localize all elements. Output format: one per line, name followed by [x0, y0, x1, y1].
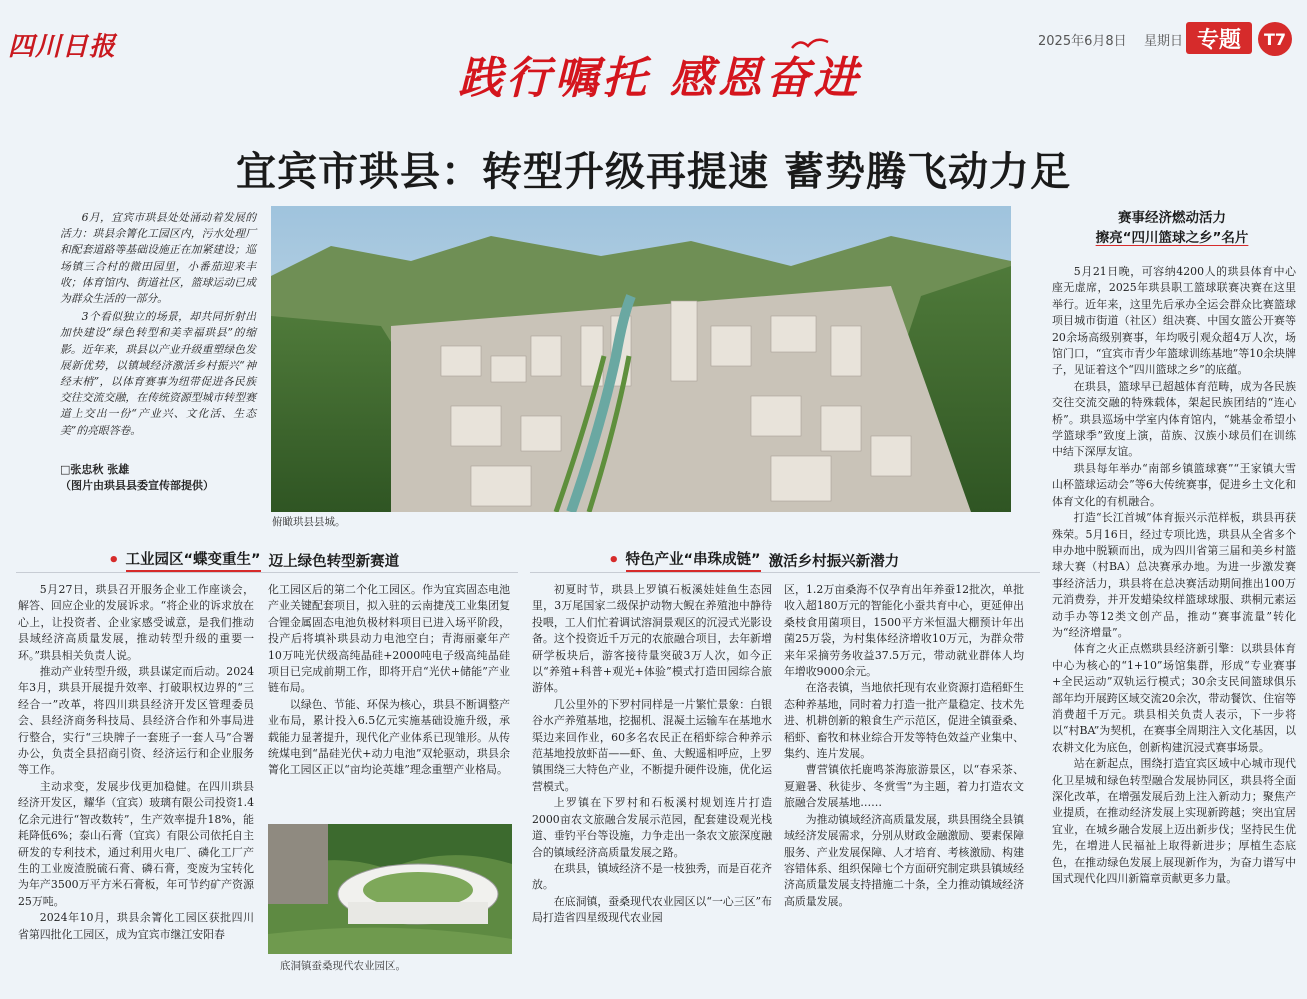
article-paragraph: 在珙县，篮球早已超越体育范畴，成为各民族交往交流交融的特殊载体，架起民族团结的“连心桥”。珙县巡场中学室内体育馆内，“姚基金希望小学篮球季”致度上演，苗族、汉族小球员们在训练中结下深厚友谊。: [1052, 379, 1296, 459]
section1-heading: [108, 548, 399, 573]
right-heading-line1: 赛事经济燃动活力: [1118, 210, 1226, 226]
bullet-icon: •: [608, 550, 620, 571]
section2-column2: [784, 582, 1024, 996]
article-paragraph: 主动求变，发展步伐更加稳健。在四川珙县经济开发区，耀华（宜宾）玻璃有限公司投资1.4亿余元进行“智改数转”，生产效率提升18%，能耗降低6%；泰山石膏（宜宾）有限公司依托自主研发的专利技术，通过利用火电厂、磷化工厂产生的工业废渣脱硫石膏、磷石膏，变废为宝转化为年产3500万平方米石膏板，年可节约矿产资源25万吨。: [18, 779, 254, 908]
sericulture-park-photo: [268, 824, 512, 954]
issue-date: 2025年6月8日: [1038, 34, 1127, 49]
article-paragraph: 5月27日，珙县召开服务企业工作座谈会，解答、回应企业的发展诉求。“将企业的诉求放在心上，让投资者、企业家感受诚意，是我们推动县域经济高质量发展，推动转型升级的重要一环。”珙县相关负责人说。: [18, 583, 254, 662]
article-paragraph: 几公里外的下罗村同样是一片繁忙景象：白银谷水产养殖基地，挖掘机、混凝土运输车在基地水渠边来回作业，60多名农民正在稻虾综合种养示范基地投放虾苗——虾、鱼、大鲵遥相呼应，上罗镇围绕三大特色产业，不断提升硬件设施，优化运营模式。: [532, 697, 772, 793]
article-paragraph: 5月21日晚，可容纳4200人的珙县体育中心座无虚席，2025年珙县职工篮球联赛决赛在这里举行。近年来，这里先后承办全运会群众比赛篮球项目城市街道（社区）组决赛、中国女篮公开赛等20余场高级别赛事，年均吸引观众超4万人次，场馆门口，“宜宾市青少年篮球训练基地”等10余块牌子，见证着这个“四川篮球之乡”的底蕴。: [1052, 265, 1296, 377]
article-paragraph: 化工园区后的第二个化工园区。作为宜宾固态电池产业关键配套项目，拟入驻的云南捷茂工业集团复合锂金属固态电池负极材料项目已进入场平阶段，投产后将填补珙县动力电池空白；青海丽豪年产10万吨光伏级高纯晶硅+2000吨电子级高纯晶硅项目已完成前期工作，即将开启“光伏+储能”产业链布局。: [268, 583, 510, 695]
article-paragraph: 2024年10月，珙县余箐化工园区获批四川省第四批化工园区，成为宜宾市继江安阳春: [18, 911, 254, 941]
section-badge: 专题: [1186, 22, 1252, 54]
article-paragraph: 上罗镇在下罗村和石板溪村规划连片打造2000亩农文旅融合发展示范园，配套建设观光栈道、垂钓平台等设施，力争走出一条农文旅深度融合的镇域经济高质量发展之路。: [532, 796, 772, 859]
article-paragraph: 打造“长江首城”体育振兴示范样板，珙县再获殊荣。5月16日，经过专项比选，珙县从全省多个申办地中脱颖而出，成为四川省第三届和美乡村篮球大赛（村BA）总决赛承办地。为进一步激发赛事经济活力，珙县将在总决赛活动期间推出100万元消费券，并开发蜡染纹样篮球球服、珙桐元素运动手办等12类文创产品，推动“赛事流量”转化为“经济增量”。: [1052, 511, 1296, 639]
article-paragraph: 在底洞镇，蚕桑现代农业园区以“一心三区”布局打造省四星级现代农业园: [532, 894, 772, 925]
section1-title-a: 工业园区“蝶变重生”: [126, 548, 261, 573]
issue-weekday: 星期日: [1144, 34, 1184, 49]
bird-icon: [790, 34, 830, 54]
article-paragraph: 在洛表镇，当地依托现有农业资源打造稻虾生态种养基地，同时着力打造一批产量稳定、技术先进、机耕创新的粮食生产示范区，促进全镇蚕桑、稻虾、畜牧和林业综合开发等特色效益产业集中、集约、连片发展。: [784, 681, 1024, 761]
article-paragraph: 站在新起点，围绕打造宜宾区域中心城市现代化卫星城和绿色转型融合发展协同区，珙县将全面深化改革，在增强发展后劲上注入新动力；聚焦产业提质，在推动经济发展上实现新跨越；突出宜居宜业，在城乡融合发展上迈出新步伐；坚持民生优先，在增进人民福祉上取得新进步；厚植生态底色，在推动绿色发展上展现新作为，为奋力谱写中国式现代化四川新篇章贡献更多力量。: [1052, 757, 1296, 886]
intro-lead: [60, 210, 256, 441]
photo-credit: （图片由珙县县委宣传部提供）: [60, 479, 214, 492]
page-headline: 宜宾市珙县：转型升级再提速 蓄势腾飞动力足: [236, 149, 1071, 195]
intro-paragraph: 6月，宜宾市珙县处处涌动着发展的活力：珙县余箐化工园区内，污水处理厂和配套道路等基础设施正在加紧建设；巡场镇三合村的微田园里，小番茄迎来丰收；体育馆内、街道社区，篮球运动已成为群众生活的一部分。: [60, 211, 256, 306]
right-article-body: [1052, 264, 1296, 994]
page-number-badge: T7: [1258, 22, 1292, 56]
section2-column1: [532, 582, 772, 996]
article-paragraph: 为推动镇域经济高质量发展，珙县围绕全县镇域经济发展需求，分别从财政金融激励、要素保障服务、产业发展保障、人才培育、考核激励、构建容错体系、组织保障七个方面研究制定珙县镇域经济高质量发展支持措施二十条，全力推动镇域经济高质量发展。: [784, 812, 1024, 908]
section1-column1: [18, 582, 254, 996]
slogan-calligraphy: 践行嘱托 感恩奋进: [458, 53, 862, 104]
author-names: □张忠秋 张雄: [60, 463, 130, 476]
intro-paragraph: 3个看似独立的场景，却共同折射出加快建设“绿色转型和美幸福珙县”的缩影。近年来，珙县以产业升级重塑绿色发展新优势，以镇域经济激活乡村振兴“神经末梢”，以体育赛事为纽带促进各民族交往交流交融，在传统资源型城市转型赛道上交出一份“产业兴、文化活、生态美”的亮眼答卷。: [60, 310, 256, 437]
article-paragraph: 在珙县，镇域经济不是一枝独秀，而是百花齐放。: [532, 861, 772, 892]
section2-title-a: 特色产业“串珠成链”: [626, 548, 761, 573]
section1-divider: [16, 572, 518, 573]
right-heading-line2: 擦亮“四川篮球之乡”名片: [1095, 230, 1249, 246]
masthead-logo: 四川日报: [8, 32, 117, 62]
article-paragraph: 以绿色、节能、环保为核心，珙县不断调整产业布局，累计投入6.5亿元实施基础设施升级，承载能力显著提升，现代化产业体系已现雏形。从传统煤电到“晶硅光伏+动力电池”双轮驱动，珙县余箐化工园区正以“亩均论英雄”理念重塑产业格局。: [268, 697, 510, 777]
article-paragraph: 珙县每年举办“南部乡镇篮球赛”“王家镇大雪山杯篮球运动会”等6大传统赛事，促进乡土文化和体育文化的有机融合。: [1052, 461, 1296, 508]
section2-heading: [608, 548, 899, 573]
small-photo-caption: 底洞镇蚕桑现代农业园区。: [280, 960, 406, 972]
section2-divider: [530, 572, 1040, 573]
bullet-icon: •: [108, 550, 120, 571]
byline: [60, 462, 214, 494]
article-paragraph: 曹营镇依托鹿鸣茶海旅游景区，以“春采茶、夏避暑、秋徒步、冬赏雪”为主题，着力打造农文旅融合发展基地……: [784, 763, 1024, 810]
article-paragraph: 初夏时节，珙县上罗镇石板溪娃娃鱼生态园里，3万尾国家二级保护动物大鲵在养殖池中静待投喂，工人们忙着调试溶洞景观区的沉浸式光影设备。这个投资近千万元的农旅融合项目，去年新增研学板块后，游客接待量突破3万人次，如今正以“养殖+科普+观光+体验”模式打造田园综合旅游体。: [532, 583, 772, 695]
article-paragraph: 推动产业转型升级，珙县谋定而后动。2024年3月，珙县开展提升效率、打破职权边界的“三经合一”改革，将四川珙县经济开发区管理委员会、县经济商务科技局、县经济合作和外事局进行整合，实行“三块牌子一套班子一套人马”合署办公，负责全县招商引资、经济运行和企业服务等工作。: [18, 665, 254, 777]
main-photo-caption: 俯瞰珙县县城。: [272, 516, 346, 528]
section1-column2: [268, 582, 510, 812]
main-aerial-photo: [271, 206, 1011, 512]
right-section-heading: [1050, 208, 1294, 248]
article-paragraph: 区，1.2万亩桑海不仅孕育出年养蚕12批次，单批收入超180万元的智能化小蚕共育中心，更延伸出桑枝食用菌项目，1500平方米恒温大棚预计年出菌25万袋，为村集体经济增收10万元，为群众带来年采摘劳务收益37.5万元，带动就业群体人均年增收9000余元。: [784, 583, 1024, 679]
section1-title-b: 迈上绿色转型新赛道: [268, 554, 400, 570]
section2-title-b: 激活乡村振兴新潜力: [768, 554, 900, 570]
article-paragraph: 体育之火正点燃珙县经济新引擎：以珙县体育中心为核心的“1+10”场馆集群，形成“专业赛事+全民运动”双轨运行模式；30余支民间篮球俱乐部年均开展跨区域交流20余次，带动餐饮、住宿等消费超千万元。珙县相关负责人表示，下一步将以“村BA”为契机，在赛事全周期注入文化基因，以农耕文化为底色，创新构建沉浸式赛事场景。: [1052, 642, 1296, 754]
